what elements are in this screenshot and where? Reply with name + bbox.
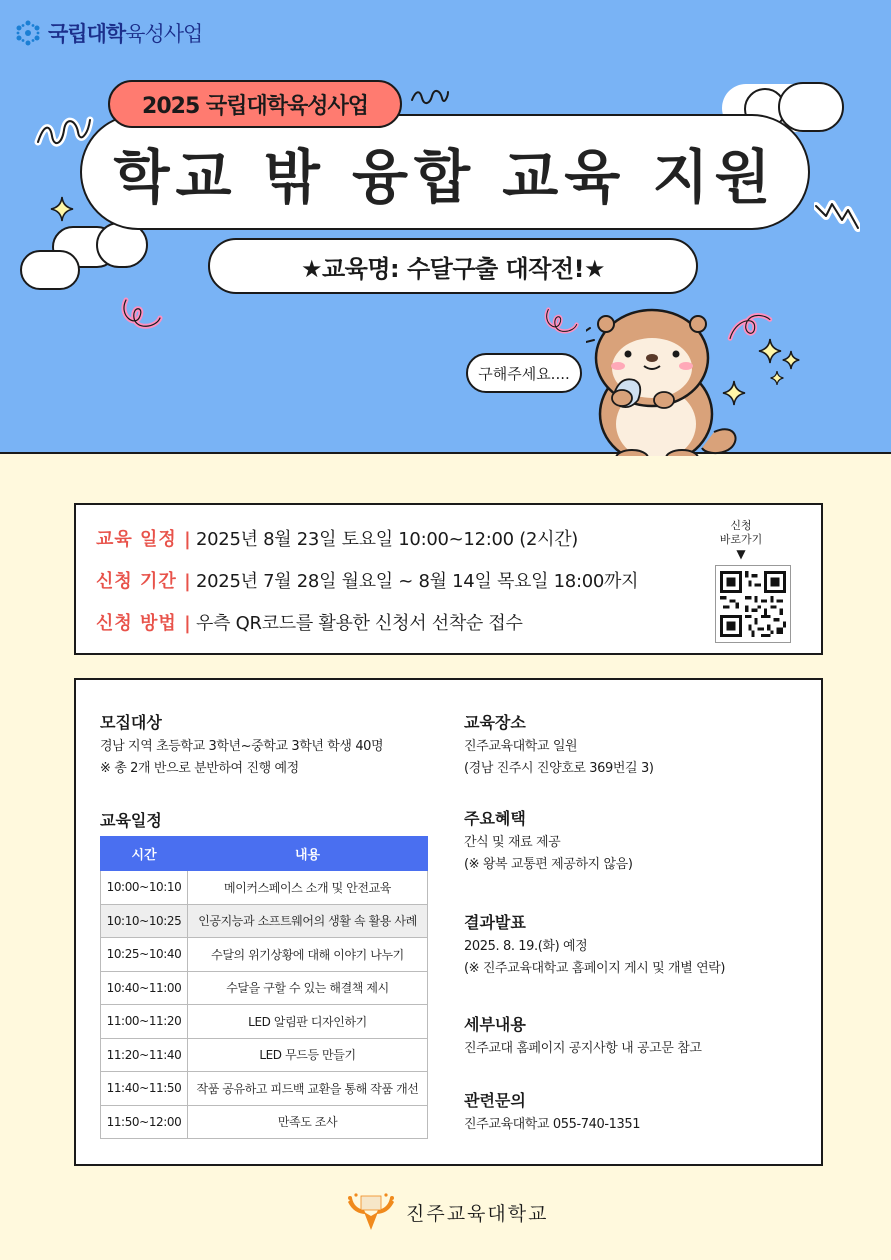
table-cell-time: 10:40~11:00 [101, 971, 188, 1005]
more-line: 진주교대 홈페이지 공지사항 내 공고문 참고 [464, 1041, 702, 1056]
cloud-decoration [20, 250, 80, 290]
contact-line: 진주교육대학교 055-740-1351 [464, 1117, 641, 1132]
table-header: 내용 [188, 837, 428, 871]
university-emblem-icon [344, 1192, 398, 1232]
brand-name: 국립대학육성사업 [48, 22, 203, 46]
table-row [101, 1005, 428, 1039]
table-cell-content: 메이커스페이스 소개 및 안전교육 [188, 871, 428, 905]
table-cell-content: 인공지능과 소프트웨어의 생활 속 활용 사례 [188, 904, 428, 938]
info-value: 우측 QR코드를 활용한 신청서 선착순 접수 [196, 613, 523, 634]
info-value: 2025년 7월 28일 월요일 ~ 8월 14일 목요일 18:00까지 [196, 571, 639, 592]
info-row-method [96, 609, 523, 635]
table-cell-time: 11:50~12:00 [101, 1105, 188, 1139]
snowflake-dots-icon [14, 19, 42, 47]
table-header: 시간 [101, 837, 188, 871]
program-tag: 2025 국립대학육성사업 [108, 80, 402, 128]
university-name: 진주교육대학교 [406, 1202, 549, 1225]
place-address: (경남 진주시 진양호로 369번길 3) [464, 761, 654, 776]
place-line: 진주교육대학교 일원 [464, 739, 578, 754]
table-cell-time: 11:40~11:50 [101, 1072, 188, 1106]
section-title-place: 교육장소 [464, 713, 526, 732]
info-label: 신청 기간 | [96, 571, 192, 592]
table-row [101, 938, 428, 972]
section-title-schedule: 교육일정 [100, 811, 162, 830]
brand-header [14, 18, 202, 48]
qr-code-icon[interactable] [715, 565, 791, 643]
result-line: 2025. 8. 19.(화) 예정 [464, 939, 588, 954]
table-cell-content: 작품 공유하고 피드백 교환을 통해 작품 개선 [188, 1072, 428, 1106]
application-info-box [74, 503, 823, 655]
section-title-benefit: 주요혜택 [464, 809, 526, 828]
table-row [101, 1072, 428, 1106]
result-note: (※ 진주교육대학교 홈페이지 게시 및 개별 연락) [464, 961, 726, 976]
table-cell-time: 11:20~11:40 [101, 1038, 188, 1072]
otter-mascot-icon [586, 302, 746, 468]
qr-hint [711, 519, 771, 561]
zigzag-icon [814, 198, 860, 234]
squiggle-icon [410, 86, 450, 108]
table-row [101, 971, 428, 1005]
pink-swirl-icon [116, 296, 164, 334]
page-title: 학교 밖 융합 교육 지원 [80, 114, 810, 230]
table-row [101, 1105, 428, 1139]
down-arrow-icon: ▼ [736, 547, 746, 561]
section-text-more [464, 1038, 702, 1060]
sparkle-icon [782, 350, 800, 370]
section-text-target [100, 736, 383, 780]
speech-bubble: 구해주세요.... [466, 353, 582, 393]
squiggle-icon [34, 114, 94, 148]
qr-hint-line: 신청 [730, 519, 752, 532]
footer-university [344, 1192, 548, 1232]
section-text-contact [464, 1114, 640, 1136]
hero-section [0, 0, 891, 454]
sparkle-icon [50, 196, 74, 222]
table-cell-content: 수달의 위기상황에 대해 이야기 나누기 [188, 938, 428, 972]
table-cell-content: 수달을 구할 수 있는 해결책 제시 [188, 971, 428, 1005]
schedule-table [100, 836, 428, 1139]
qr-hint-line: 바로가기 [719, 533, 763, 546]
section-title-contact: 관련문의 [464, 1091, 526, 1110]
table-cell-time: 11:00~11:20 [101, 1005, 188, 1039]
table-row [101, 871, 428, 905]
table-cell-time: 10:00~10:10 [101, 871, 188, 905]
program-name: ★교육명: 수달구출 대작전!★ [208, 238, 698, 294]
table-cell-content: LED 무드등 만들기 [188, 1038, 428, 1072]
section-text-result [464, 936, 725, 980]
section-title-result: 결과발표 [464, 913, 526, 932]
section-title-more: 세부내용 [464, 1015, 526, 1034]
cloud-decoration [778, 82, 844, 132]
info-row-period [96, 567, 638, 593]
target-line: 경남 지역 초등학교 3학년~중학교 3학년 학생 40명 [100, 739, 384, 754]
info-label: 교육 일정 | [96, 529, 192, 550]
target-note: ※ 총 2개 반으로 분반하여 진행 예정 [100, 761, 299, 776]
table-cell-time: 10:10~10:25 [101, 904, 188, 938]
pink-swirl-icon [540, 306, 580, 338]
table-row [101, 1038, 428, 1072]
info-row-schedule [96, 525, 578, 551]
section-text-place [464, 736, 654, 780]
table-cell-time: 10:25~10:40 [101, 938, 188, 972]
section-title-target: 모집대상 [100, 713, 162, 732]
table-cell-content: LED 알림판 디자인하기 [188, 1005, 428, 1039]
benefit-line: 간식 및 재료 제공 [464, 835, 561, 850]
table-row [101, 904, 428, 938]
section-text-benefit [464, 832, 633, 876]
info-value: 2025년 8월 23일 토요일 10:00~12:00 (2시간) [196, 529, 579, 550]
program-details-box [74, 678, 823, 1166]
table-cell-content: 만족도 조사 [188, 1105, 428, 1139]
info-label: 신청 방법 | [96, 613, 192, 634]
sparkle-icon [770, 370, 784, 386]
benefit-note: (※ 왕복 교통편 제공하지 않음) [464, 857, 633, 872]
